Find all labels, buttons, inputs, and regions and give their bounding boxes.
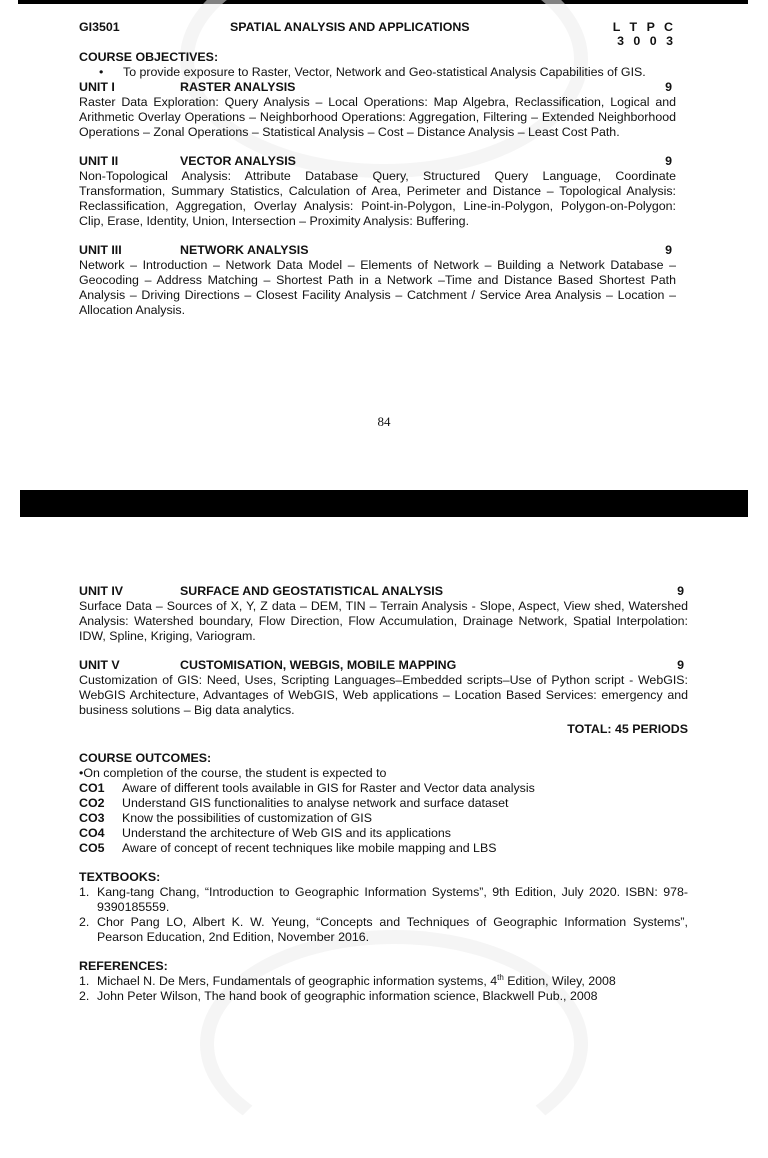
unit-2 [79,154,676,229]
outcome-code: CO4 [79,826,105,840]
course-title: SPATIAL ANALYSIS AND APPLICATIONS [230,20,470,34]
ltpc-block [613,20,676,48]
unit-content: Network – Introduction – Network Data Model – Elements of Network – Building a Network Database – Geocoding – Address Matching – Shortest Path in a Network –Time and Distance Based Shortest Path Analysis – Driving Directions – Closest Facility Analysis – Catchment / Service Area Analysis – Location – Allocation Analysis. [79,258,676,317]
unit-content: Customization of GIS: Need, Uses, Scripting Languages–Embedded scripts–Use of Python script - WebGIS: WebGIS Architecture, Advantages of WebGIS, Web applications – Location Based Services: emergency and business solutions – Big data analytics. [79,673,688,717]
reference-item [79,974,688,989]
unit-heading [79,80,676,95]
unit-heading [79,584,688,599]
outcome-text: Understand the architecture of Web GIS and its applications [122,826,451,840]
unit-5 [79,658,688,718]
page-number: 84 [377,414,391,429]
unit-title: NETWORK ANALYSIS [180,243,309,257]
unit-hours: 9 [665,80,672,94]
unit-content: Surface Data – Sources of X, Y, Z data – DEM, TIN – Terrain Analysis - Slope, Aspect, View shed, Watershed Analysis: Watershed boundary, Flow Direction, Flow Accumulation, Drainage Network, Spatial Interpolation: IDW, Spline, Kriging, Variogram. [79,599,688,643]
unit-1 [79,80,676,140]
objective-text: To provide exposure to Raster, Vector, Network and Geo-statistical Analysis Capabilities of GIS. [123,65,646,79]
textbooks-heading: TEXTBOOKS: [79,870,161,884]
total-periods: TOTAL: 45 PERIODS [567,722,688,736]
outcome-item [79,781,688,796]
list-number: 1. [79,885,90,899]
course-code: GI3501 [79,20,120,34]
ltpc-values: 3 0 0 3 [617,34,676,48]
unit-title: RASTER ANALYSIS [180,80,296,94]
outcome-text: Understand GIS functionalities to analyse network and surface dataset [122,796,509,810]
unit-number: UNIT V [79,658,120,672]
unit-content: Non-Topological Analysis: Attribute Database Query, Structured Query Language, Coordinate Transformation, Summary Statistics, Calculation of Area, Perimeter and Distance – Topological Analysis: Reclassification, Aggregation, Overlay Analysis: Point-in-Polygon, Line-in-Polygon, Polygon-on-Polygon: Clip, Erase, Identity, Union, Intersection – Proximity Analysis: Buffering. [79,169,676,228]
unit-title: VECTOR ANALYSIS [180,154,296,168]
unit-heading [79,154,676,169]
page-84 [79,20,676,318]
outcome-item [79,796,688,811]
reference-text-end: Edition, Wiley, 2008 [503,974,616,988]
references-heading: REFERENCES: [79,959,168,973]
unit-hours: 9 [665,154,672,168]
unit-number: UNIT II [79,154,119,168]
unit-3 [79,243,676,318]
textbook-text: Kang-tang Chang, “Introduction to Geographic Information Systems”, 9th Edition, July 2020. ISBN: 978-9390185559. [97,885,688,914]
textbook-item [79,885,688,915]
objectives-heading: COURSE OBJECTIVES: [79,50,219,64]
textbook-text: Chor Pang LO, Albert K. W. Yeung, “Concepts and Techniques of Geographic Information Systems”, Pearson Education, 2nd Edition, November 2016. [97,915,688,944]
outcome-code: CO1 [79,781,105,795]
unit-title: SURFACE AND GEOSTATISTICAL ANALYSIS [180,584,443,598]
unit-number: UNIT IV [79,584,124,598]
outcome-code: CO2 [79,796,105,810]
ltpc-label: L T P C [612,20,676,34]
unit-content: Raster Data Exploration: Query Analysis – Local Operations: Map Algebra, Reclassification, Logical and Arithmetic Overlay Operations – Neighborhood Operations: Aggregation, Filtering – Extended Neighborhood Operations – Zonal Operations – Statistical Analysis – Cost – Distance Analysis – Least Cost Path. [79,95,676,139]
unit-number: UNIT III [79,243,122,257]
unit-heading [79,243,676,258]
page-divider [20,490,748,517]
outcome-code: CO3 [79,811,105,825]
unit-hours: 9 [665,243,672,257]
list-number: 2. [79,915,90,929]
edition-superscript: th [497,972,504,982]
reference-text-start: Michael N. De Mers, Fundamentals of geographic information systems, 4 [97,974,498,988]
textbook-item [79,915,688,945]
bullet-icon: • [99,65,104,79]
reference-text [97,974,688,989]
unit-hours: 9 [677,584,684,598]
outcome-item [79,811,688,826]
objective-item [79,65,676,80]
outcome-text: Aware of concept of recent techniques like mobile mapping and LBS [122,841,497,855]
unit-4 [79,584,688,644]
list-number: 1. [79,974,90,988]
outcomes-heading: COURSE OUTCOMES: [79,751,212,765]
list-number: 2. [79,989,90,1003]
unit-title: CUSTOMISATION, WEBGIS, MOBILE MAPPING [180,658,457,672]
reference-text: John Peter Wilson, The hand book of geographic information science, Blackwell Pub., 2008 [97,989,598,1003]
unit-number: UNIT I [79,80,115,94]
unit-heading [79,658,688,673]
outcome-code: CO5 [79,841,105,855]
outcomes-intro: •On completion of the course, the student is expected to [79,766,387,780]
page-85 [79,584,688,1004]
outcome-text: Know the possibilities of customization of GIS [122,811,372,825]
reference-item [79,989,688,1004]
outcome-item [79,841,688,856]
outcome-item [79,826,688,841]
unit-hours: 9 [677,658,684,672]
outcome-text: Aware of different tools available in GIS for Raster and Vector data analysis [122,781,535,795]
course-header [79,20,676,50]
